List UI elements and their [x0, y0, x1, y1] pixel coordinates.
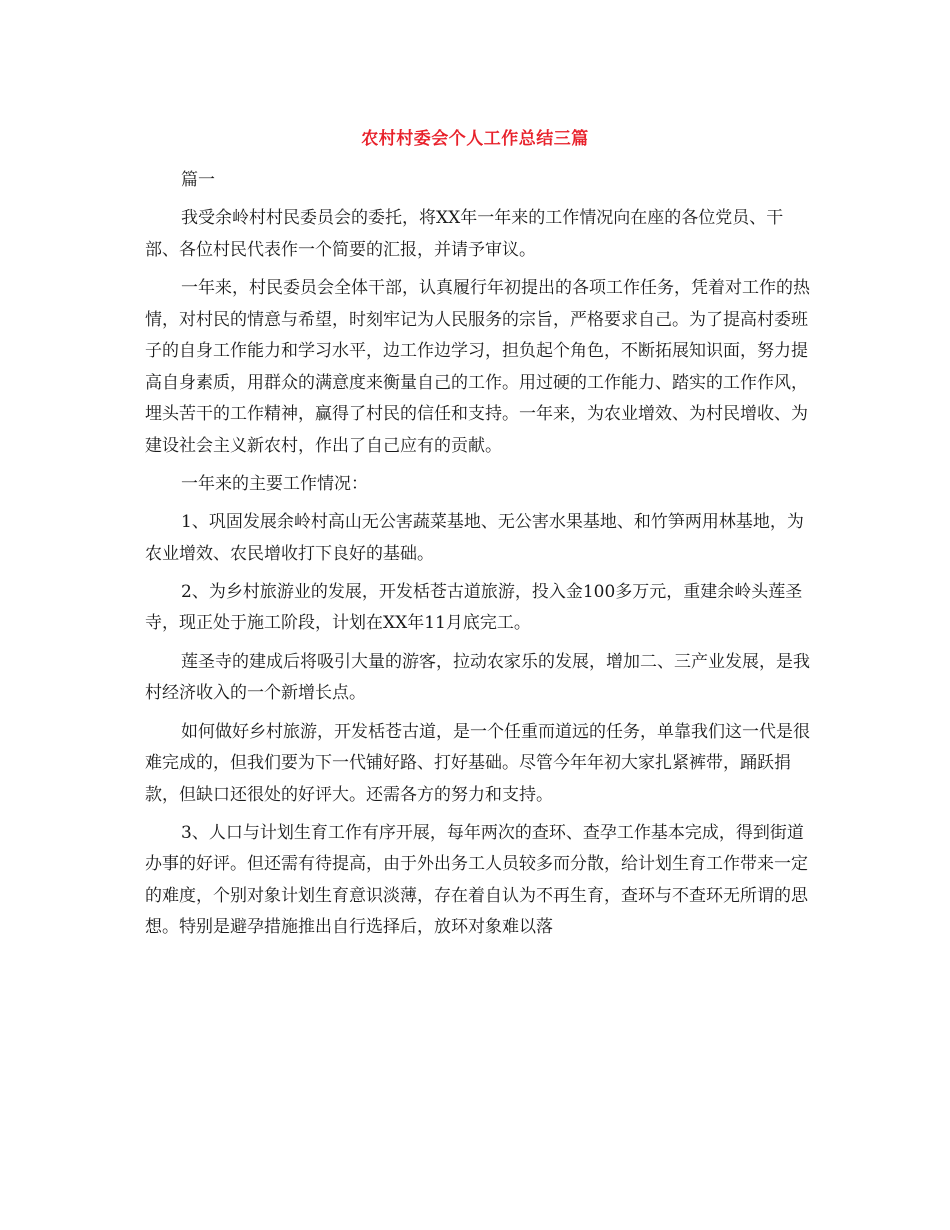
body-paragraph: 一年来的主要工作情况： — [181, 473, 368, 494]
body-paragraph: 1、巩固发展余岭村高山无公害蔬菜基地、无公害水果基地、和竹笋两用林基地，为农业增效、农民增收打下良好的基础。 — [145, 512, 804, 564]
body-paragraph: 3、人口与计划生育工作有序开展，每年两次的查环、查孕工作基本完成，得到街道办事的好评。但还需有待提高，由于外出务工人员较多而分散，给计划生育工作带来一定的难度，个别对象计划生育意识淡薄，存在着自认为不再生育，查环与不查环无所谓的思想。特别是避孕措施推出自行选择后，放环对象难以落 — [145, 822, 808, 938]
body-paragraph: 我受余岭村村民委员会的委托，将XX年一年来的工作情况向在座的各位党员、干部、各位村民代表作一个简要的汇报，并请予审议。 — [145, 208, 784, 260]
body-paragraph: 2、为乡村旅游业的发展，开发栝苍古道旅游，投入金100多万元，重建余岭头莲圣寺，现正处于施工阶段，计划在XX年11月底完工。 — [145, 581, 803, 634]
document-title: 农村村委会个人工作总结三篇 — [361, 129, 589, 149]
body-paragraph: 莲圣寺的建成后将吸引大量的游客，拉动农家乐的发展，增加二、三产业发展，是我村经济收入的一个新增长点。 — [145, 651, 810, 704]
section-heading: 篇一 — [181, 170, 215, 190]
document-body — [145, 165, 815, 951]
body-paragraph: 如何做好乡村旅游，开发栝苍古道，是一个任重而道远的任务，单靠我们这一代是很难完成的，但我们要为下一代铺好路、打好基础。尽管今年年初大家扎紧裤带，踊跃捐款，但缺口还很处的好评大。还需各方的努力和支持。 — [145, 721, 810, 805]
body-paragraph: 一年来，村民委员会全体干部，认真履行年初提出的各项工作任务，凭着对工作的热情，对村民的情意与希望，时刻牢记为人民服务的宗旨，严格要求自己。为了提高村委班子的自身工作能力和学习水平，边工作边学习，担负起个角色，不断拓展知识面，努力提高自身素质，用群众的满意度来衡量自己的工作。用过硬的工作能力、踏实的工作作风，埋头苦干的工作精神，赢得了村民的信任和支持。一年来，为农业增效、为村民增收、为建设社会主义新农村，作出了自己应有的贡献。 — [145, 278, 810, 456]
